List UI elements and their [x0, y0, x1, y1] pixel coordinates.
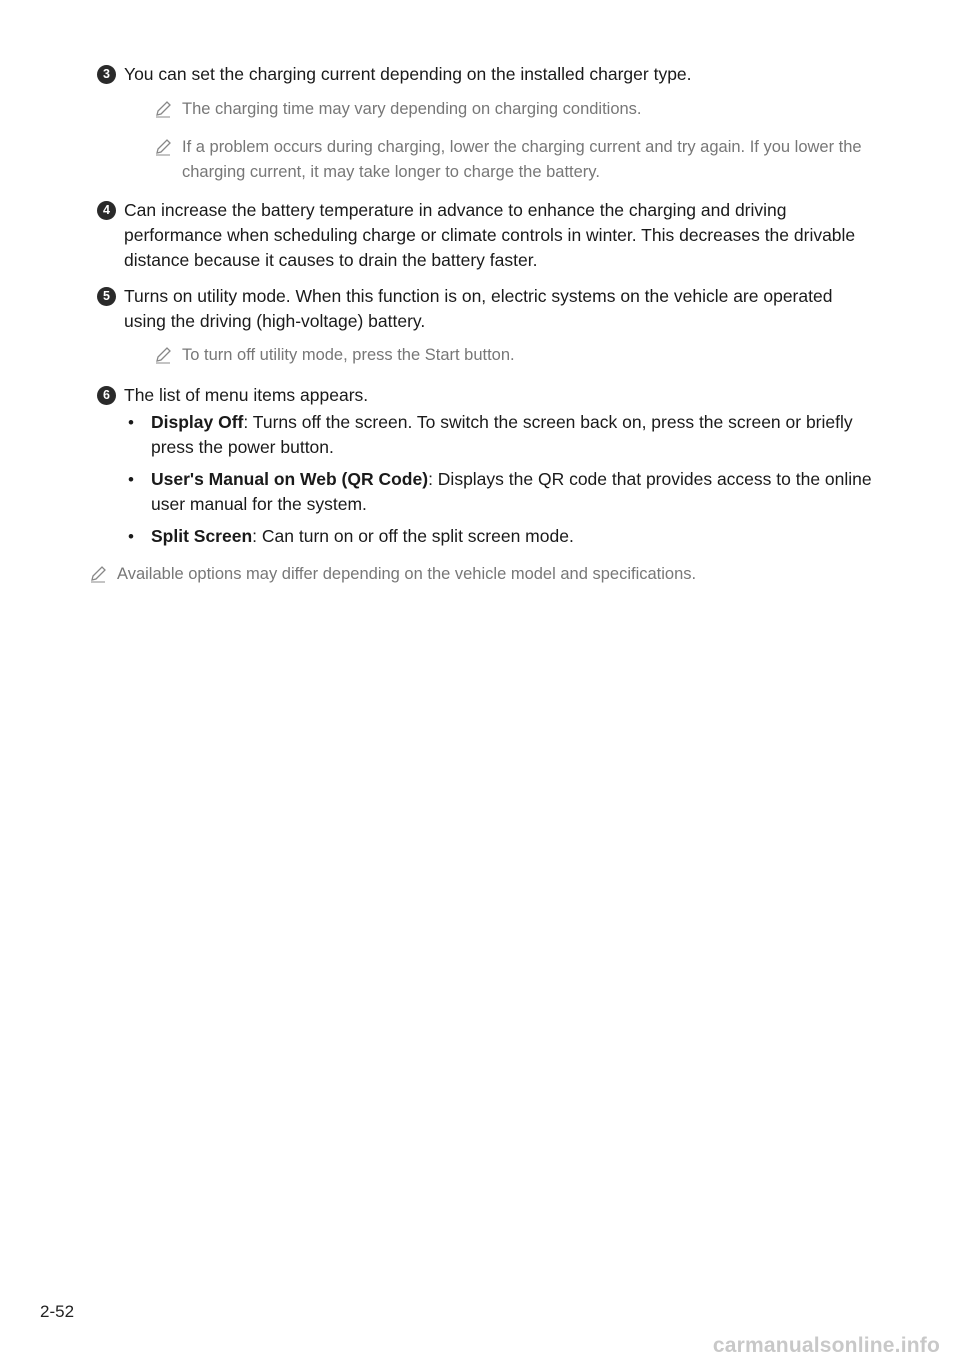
note-charging-time-text: The charging time may vary depending on charging conditions.	[182, 100, 642, 118]
bullet: •	[128, 470, 134, 489]
note-utility-off-text: To turn off utility mode, press the Start button.	[182, 346, 515, 364]
note-charging-problem	[182, 135, 872, 185]
item-3-text: You can set the charging current depending on the installed charger type.	[124, 64, 692, 84]
menu-item-desc: : Can turn on or off the split screen mode.	[252, 526, 574, 546]
menu-item-label: Display Off	[151, 412, 244, 432]
list-item-5	[103, 284, 854, 334]
bullet: •	[128, 413, 134, 432]
list-item-4	[103, 198, 886, 273]
item-6-text: The list of menu items appears.	[124, 385, 369, 405]
pencil-note-icon	[153, 137, 173, 157]
note-charging-problem-text: If a problem occurs during charging, lower the charging current and try again. If you lower the charging current, it may take longer to charge the battery.	[182, 138, 862, 181]
pencil-note-icon	[153, 345, 173, 365]
menu-item-label: Split Screen	[151, 526, 253, 546]
watermark: carmanualsonline.info	[712, 1334, 940, 1357]
note-options-text: Available options may differ depending on the vehicle model and specifications.	[117, 565, 697, 583]
pencil-note-icon	[153, 99, 173, 119]
menu-item-desc: : Turns off the screen. To switch the screen back on, press the screen or briefly press the power button.	[151, 412, 853, 457]
menu-item-label: User's Manual on Web (QR Code)	[151, 469, 429, 489]
step-number-6: 6	[97, 386, 116, 405]
note-utility-off	[182, 343, 882, 368]
step-number-3: 3	[97, 65, 116, 84]
step-number-4: 4	[97, 201, 116, 220]
list-item-3	[103, 62, 884, 87]
item-4-text: Can increase the battery temperature in advance to enhance the charging and driving performance when scheduling charge or climate controls in winter. This decreases the drivable distance because it causes to drain the battery faster.	[124, 200, 856, 270]
menu-item-split-screen	[128, 524, 886, 549]
pencil-note-icon	[88, 564, 108, 584]
menu-item-display-off	[128, 410, 886, 460]
list-item-6	[103, 383, 884, 408]
menu-item-desc: : Displays the QR code that provides access to the online user manual for the system.	[151, 469, 872, 514]
bullet: •	[128, 527, 134, 546]
note-options	[117, 562, 877, 587]
page-number: 2-52	[40, 1302, 75, 1321]
item-5-text: Turns on utility mode. When this function is on, electric systems on the vehicle are operated using the driving (high-voltage) battery.	[124, 286, 833, 331]
menu-item-users-manual	[128, 467, 886, 517]
note-charging-time	[182, 97, 882, 122]
step-number-5: 5	[97, 287, 116, 306]
